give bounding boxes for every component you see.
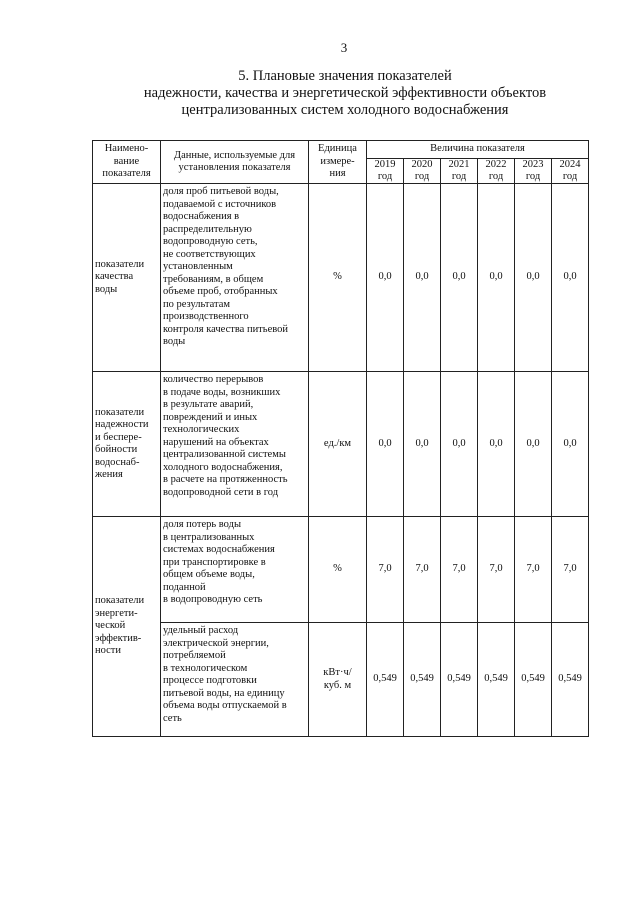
cell-text-line: объеме проб, отобранных xyxy=(163,286,278,297)
year-number: 2023 xyxy=(522,159,544,170)
value-cell: 0,549 xyxy=(441,623,478,737)
cell-text-line: поданной xyxy=(163,581,206,593)
value-cell: 0,0 xyxy=(478,184,515,372)
year-suffix: год xyxy=(562,171,578,182)
cell-text-line: % xyxy=(333,271,342,283)
cell-text-line: Данные, используемые для xyxy=(173,149,296,161)
cell-text-line: показатели xyxy=(95,258,145,270)
title-line: надежности, качества и энергетической эффективности объектов xyxy=(143,85,547,101)
unit-cell xyxy=(309,517,367,623)
value-cell: 0,0 xyxy=(404,184,441,372)
cell-text-line: показатели xyxy=(95,595,145,607)
cell-text-line: производственного xyxy=(163,311,249,322)
cell-text-line: процессе подготовки xyxy=(163,675,257,686)
cell-text-line: показатели xyxy=(95,406,145,418)
cell-text-line: бойности xyxy=(95,444,138,455)
table-row xyxy=(93,372,589,517)
header-year xyxy=(367,159,404,184)
cell-text-line: показателя xyxy=(102,168,151,180)
value-cell: 0,0 xyxy=(441,184,478,372)
cell-text-line: установления показателя xyxy=(178,162,291,173)
table-row xyxy=(93,517,589,623)
value-cell: 0,0 xyxy=(515,372,552,517)
cell-text-line: водоснаб- xyxy=(95,456,140,468)
cell-text-line: повреждений и иных xyxy=(163,411,258,423)
cell-text-line: в расчете на протяженность xyxy=(163,474,288,485)
year-number: 2024 xyxy=(559,159,581,170)
cell-text-line: доля проб питьевой воды, xyxy=(163,186,279,197)
indicator-name xyxy=(93,184,161,372)
cell-text-line: в результате аварий, xyxy=(163,399,254,410)
cell-text-line: % xyxy=(333,563,342,575)
cell-text-line: воды xyxy=(95,283,118,295)
cell-text-line: ния xyxy=(329,168,346,180)
unit-cell xyxy=(309,623,367,737)
value-cell: 7,0 xyxy=(441,517,478,623)
header-unit xyxy=(309,141,367,184)
cell-text-line: в подаче воды, возникших xyxy=(163,386,281,398)
value-cell: 0,0 xyxy=(367,372,404,517)
header-year xyxy=(552,159,589,184)
year-number: 2022 xyxy=(485,159,507,170)
cell-text-line: в водопроводную сеть xyxy=(163,594,263,605)
value-cell: 0,549 xyxy=(404,623,441,737)
unit-cell xyxy=(309,184,367,372)
cell-text-line: общем объеме воды, xyxy=(163,569,255,580)
indicator-name xyxy=(93,517,161,737)
cell-text-line: ности xyxy=(95,645,121,657)
cell-text-line: в централизованных xyxy=(163,531,255,543)
cell-text-line: в технологическом xyxy=(163,662,248,674)
cell-text-line: удельный расход xyxy=(163,625,239,636)
cell-text-line: технологических xyxy=(163,424,240,435)
cell-text-line: кВт·ч/ xyxy=(323,667,352,678)
cell-text-line: подаваемой с источников xyxy=(163,198,277,210)
value-cell: 0,549 xyxy=(478,623,515,737)
year-suffix: год xyxy=(525,171,541,182)
cell-text-line: надежности xyxy=(95,419,149,430)
cell-text-line: водопроводную сеть, xyxy=(163,236,258,247)
cell-text-line: Наимено- xyxy=(104,143,149,155)
year-suffix: год xyxy=(414,171,430,182)
cell-text-line: эффектив- xyxy=(95,632,142,644)
cell-text-line: системах водоснабжения xyxy=(163,544,275,555)
header-source-data xyxy=(161,141,309,184)
cell-text-line: водоснабжения в xyxy=(163,211,240,222)
cell-text-line: распределительную xyxy=(163,223,252,235)
cell-text-line: водопроводной сети в год xyxy=(163,486,279,498)
cell-text-line: объема воды отпускаемой в xyxy=(163,700,287,711)
value-cell: 7,0 xyxy=(478,517,515,623)
cell-text-line: количество перерывов xyxy=(163,374,264,385)
header-year xyxy=(515,159,552,184)
value-cell: 0,0 xyxy=(441,372,478,517)
page-number: 3 xyxy=(340,40,348,55)
year-suffix: год xyxy=(377,171,393,182)
document-title xyxy=(80,68,610,119)
value-cell: 0,0 xyxy=(552,184,589,372)
cell-text-line: жения xyxy=(95,469,123,480)
cell-text-line: требованиям, в общем xyxy=(163,273,264,285)
cell-text-line: сеть xyxy=(163,712,182,724)
cell-text-line: и беспере- xyxy=(95,431,142,443)
table-header-row xyxy=(93,141,589,159)
title-line: централизованных систем холодного водоснабжения xyxy=(181,102,509,118)
cell-text-line: качества xyxy=(95,271,134,283)
header-year xyxy=(404,159,441,184)
value-cell: 7,0 xyxy=(552,517,589,623)
cell-text-line: контроля качества питьевой xyxy=(163,323,288,335)
indicators-table xyxy=(92,140,589,737)
indicator-name xyxy=(93,372,161,517)
indicator-description xyxy=(161,372,309,517)
cell-text-line: измере- xyxy=(320,155,355,167)
cell-text-line: доля потерь воды xyxy=(163,519,242,530)
cell-text-line: вание xyxy=(113,155,140,167)
value-cell: 0,0 xyxy=(552,372,589,517)
cell-text-line: холодного водоснабжения, xyxy=(163,461,283,473)
cell-text-line: ческой xyxy=(95,620,126,632)
year-number: 2019 xyxy=(374,159,396,170)
table-row xyxy=(93,623,589,737)
cell-text-line: не соответствующих xyxy=(163,248,256,260)
year-number: 2021 xyxy=(448,159,470,170)
value-cell: 0,0 xyxy=(404,372,441,517)
cell-text-line: ед./км xyxy=(323,437,352,449)
value-cell: 0,549 xyxy=(367,623,404,737)
cell-text-line: по результатам xyxy=(163,298,231,310)
indicator-description xyxy=(161,623,309,737)
table-row xyxy=(93,184,589,372)
value-cell: 7,0 xyxy=(404,517,441,623)
indicator-description xyxy=(161,184,309,372)
value-cell: 0,549 xyxy=(552,623,589,737)
cell-text-line: при транспортировке в xyxy=(163,556,266,568)
value-cell: 0,549 xyxy=(515,623,552,737)
year-suffix: год xyxy=(488,171,504,182)
cell-text-line: воды xyxy=(163,336,186,347)
cell-text-line: потребляемой xyxy=(163,650,226,661)
header-year xyxy=(441,159,478,184)
cell-text-line: нарушений на объектах xyxy=(163,436,269,448)
year-number: 2020 xyxy=(411,159,433,170)
year-suffix: год xyxy=(451,171,467,182)
value-cell: 0,0 xyxy=(515,184,552,372)
unit-cell xyxy=(309,372,367,517)
cell-text-line: централизованной системы xyxy=(163,449,286,460)
cell-text-line: электрической энергии, xyxy=(163,637,269,649)
value-cell: 0,0 xyxy=(478,372,515,517)
title-line: 5. Плановые значения показателей xyxy=(238,68,452,84)
cell-text-line: питьевой воды, на единицу xyxy=(163,687,285,699)
header-value-group: Величина показателя xyxy=(367,141,589,159)
value-cell: 0,0 xyxy=(367,184,404,372)
value-cell: 7,0 xyxy=(367,517,404,623)
cell-text-line: Единица xyxy=(318,143,357,155)
indicator-description xyxy=(161,517,309,623)
value-cell: 7,0 xyxy=(515,517,552,623)
cell-text-line: энергети- xyxy=(95,607,138,619)
header-year xyxy=(478,159,515,184)
cell-text-line: установленным xyxy=(163,261,233,272)
header-indicator-name xyxy=(93,141,161,184)
cell-text-line: куб. м xyxy=(323,679,352,691)
